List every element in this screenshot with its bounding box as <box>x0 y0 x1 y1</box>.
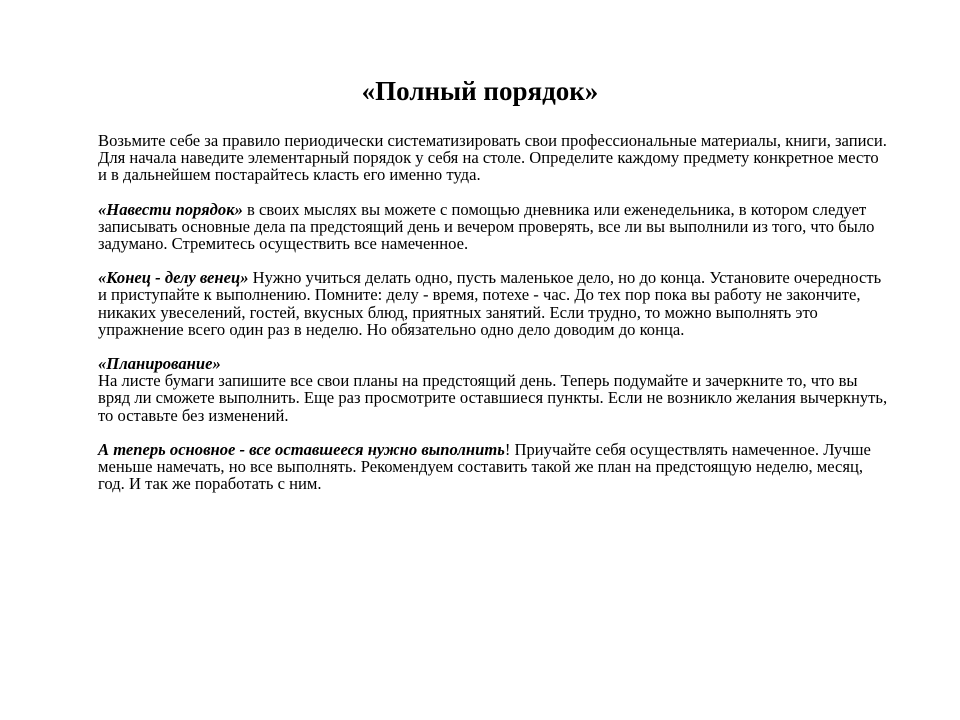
paragraph-konets-delu-venets <box>98 269 888 338</box>
slide-body <box>98 132 888 509</box>
slide-title: «Полный порядок» <box>361 76 599 106</box>
paragraph-text: ! Приучайте себя осуществлять намеченное. Лучше меньше намечать, но все выполнять. Рекомендуем составить такой же план на предстоящую неделю, месяц, год. И так же поработать с ним. <box>98 439 871 494</box>
paragraph-text: На листе бумаги запишите все свои планы на предстоящий день. Теперь подумайте и зачеркните то, что вы вряд ли сможете выполнить. Еще раз просмотрите оставшиеся пункты. Если не возникло желания вычеркнуть, то оставьте без изменений. <box>98 371 888 425</box>
paragraph-text: в своих мыслях вы можете с помощью дневника или еженедельника, в котором следует записывать основные дела па предстоящий день и вечером проверять, все ли вы выполнили из того, что было задумано. Стремитесь осуществить все намеченное. <box>98 199 875 254</box>
paragraph-text: Нужно учиться делать одно, пусть маленькое дело, но до конца. Установите очередность и приступайте к выполнению. Помните: делу - время, потехе - час. До тех пор пока вы работу не закончите, никаких увеселений, гостей, вкусных блюд, приятных занятий. Если трудно, то можно выполнять это упражнение всего один раз в неделю. Но обязательно одно дело доводим до конца. <box>98 268 882 339</box>
paragraph-osnovnoe <box>98 441 888 493</box>
paragraph-lead: «Навести порядок» <box>98 199 243 219</box>
paragraph-lead: «Планирование» <box>98 354 221 374</box>
paragraph-intro <box>98 132 888 184</box>
paragraph-lead: А теперь основное - все оставшееся нужно выполнить <box>98 439 505 459</box>
paragraph-text: Возьмите себе за правило периодически систематизировать свои профессиональные материалы, книги, записи. Для начала наведите элементарный порядок у себя на столе. Определите каждому предмету конкретное место и в дальнейшем постарайтесь класть его именно туда. <box>98 131 887 185</box>
paragraph-navesti-poryadok <box>98 201 888 253</box>
paragraph-planirovanie <box>98 355 888 424</box>
paragraph-lead: «Конец - делу венец» <box>98 268 249 288</box>
